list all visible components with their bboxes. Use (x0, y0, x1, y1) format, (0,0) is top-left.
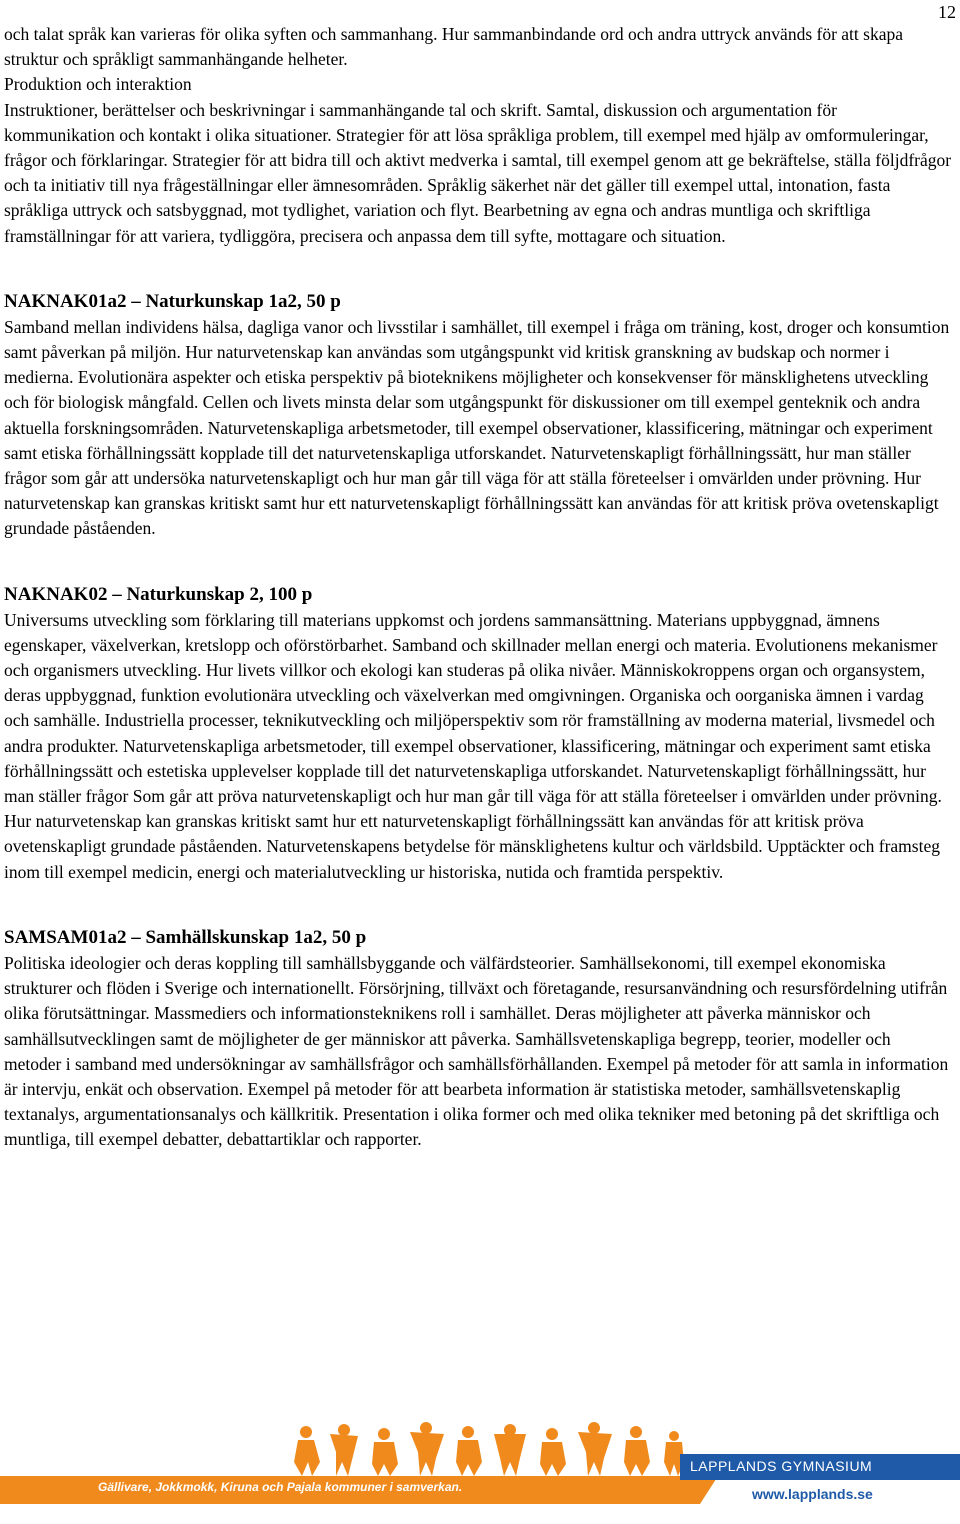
footer-tagline: Gällivare, Jokkmokk, Kiruna och Pajala kommuner i samverkan. (98, 1480, 463, 1494)
intro-body-paragraph: Instruktioner, berättelser och beskrivningar i sammanhängande tal och skrift. Samtal, diskussion och argumentation för kommunikation och kontakt i olika situationer. Strategier för att lösa språkliga problem, till exempel med hjälp av omformuleringar, frågor och förklaringar. Strategier för att bidra till och aktivt medverka i samtal, till exempel genom att ge bekräftelse, ställa följdfrågor och ta initiativ till nya frågeställningar eller ämnesområden. Språklig säkerhet när det gäller till exempel uttal, intonation, fasta språkliga uttryck och satsbyggnad, mot tydlighet, variation och flyt. Bearbetning av egna och andras muntliga och skriftliga framställningar för att variera, tydliggöra, precisera och anpassa dem till syfte, mottagare och situation. (4, 99, 952, 246)
people-figures-logo-icon (286, 1422, 686, 1478)
section-body-naknak02: Universums utveckling som förklaring till materians uppkomst och jordens sammansättning. Materians uppbyggnad, ämnens egenskaper, växelverkan, kretslopp och oförstörbarhet. Samband och skillnader mellan energi och materia. Evolutionens mekanismer och organismers utveckling. Hur livets villkor och ekologi kan studeras på olika nivåer. Människokroppens organ och organsystem, deras uppbyggnad, funktion evolutionära utveckling och växelverkan med omgivningen. Organiska och oorganiska ämnen i vardag och samhälle. Industriella processer, teknikutveckling och miljöperspektiv som rör framställning av moderna material, livsmedel och andra produkter. Naturvetenskapliga arbetsmetoder, till exempel observationer, klassificering, mätningar och experiment samt etiska förhållningssätt och estetiska upplevelser kopplade till det naturvetenskapliga utforskandet. Naturvetenskapligt förhållningssätt, hur man ställer frågor Som går att pröva naturvetenskapligt och hur man går till väga för att ställa företeelser i omvärlden under prövning. Hur naturvetenskap kan granskas kritiskt samt hur ett naturvetenskapligt förhållningssätt kan användas för att kritisk pröva ovetenskapligt grundade påståenden. Naturvetenskapens betydelse för mänsklighetens kultur och världsbild. Upptäckter och framsteg inom till exempel medicin, energi och materialutveckling ur historiska, nutida och framtida perspektiv. (4, 609, 942, 882)
section-heading-samsam01a2: SAMSAM01a2 – Samhällskunskap 1a2, 50 p (4, 926, 367, 948)
section-body-samsam01a2: Politiska ideologier och deras koppling till samhällsbyggande och välfärdsteorier. Samhällsekonomi, till exempel ekonomiska strukturer och flöden i Sverige och internationellt. Försörjning, tillväxt och företagande, resursanvändning och resursfördelning utifrån olika förutsättningar. Massmediers och informationsteknikens roll i samhället. Deras möjligheter att påverka människor och samhällsutvecklingen samt de möjligheter de ger människor att påverka. Samhällsvetenskapliga begrepp, teorier, modeller och metoder i samband med undersökningar av samhällsfrågor och samhällsförhållanden. Exempel på metoder för att samla in information är intervju, enkät och observation. Exempel på metoder för att bearbeta information är statistiska metoder, samhällsvetenskaplig textanalys, argumentationsanalys och källkritik. Presentation i olika former och med olika tekniker med betoning på det skriftliga och muntliga, till exempel debatter, debattartiklar och rapporter. (4, 952, 949, 1150)
subheading-produktion: Produktion och interaktion (4, 74, 192, 95)
section-heading-naknak01a2: NAKNAK01a2 – Naturkunskap 1a2, 50 p (4, 290, 341, 312)
document-body (4, 22, 952, 1153)
section-heading-naknak02: NAKNAK02 – Naturkunskap 2, 100 p (4, 583, 313, 605)
intro-paragraph: och talat språk kan varieras för olika syften och sammanhang. Hur sammanbindande ord och andra uttryck används för att skapa struktur och språkligt sammanhängande helheter. (4, 24, 904, 70)
section-body-naknak01a2: Samband mellan individens hälsa, dagliga vanor och livsstilar i samhället, till exempel i fråga om träning, kost, droger och konsumtion samt påverkan på miljön. Hur naturvetenskap kan användas som utgångspunkt vid kritisk granskning av budskap och normer i medierna. Evolutionära aspekter och etiska perspektiv på bioteknikens möjligheter och konsekvenser för mänsklighetens utveckling och för biologisk mångfald. Cellen och livets minsta delar som utgångspunkt för diskussioner om till exempel genteknik och andra aktuella forskningsområden. Naturvetenskapliga arbetsmetoder, till exempel observationer, klassificering, mätningar och experiment samt etiska förhållningssätt kopplade till det naturvetenskapliga utforskandet. Naturvetenskapligt förhållningssätt, hur man ställer frågor som går att undersöka naturvetenskapligt och hur man går till väga för att ställa företeelser i omvärlden under prövning. Hur naturvetenskap kan granskas kritiskt samt hur ett naturvetenskapligt förhållningssätt kan användas för att kritisk pröva ovetenskapligt grundade påståenden. (4, 316, 950, 539)
footer-school-name: LAPPLANDS GYMNASIUM (690, 1458, 873, 1474)
page-number: 12 (938, 2, 956, 22)
footer-banner (0, 1418, 960, 1518)
footer-url-link[interactable]: www.lapplands.se (752, 1486, 873, 1502)
section-gap (4, 249, 952, 289)
section-gap (4, 885, 952, 925)
section-gap (4, 542, 952, 582)
